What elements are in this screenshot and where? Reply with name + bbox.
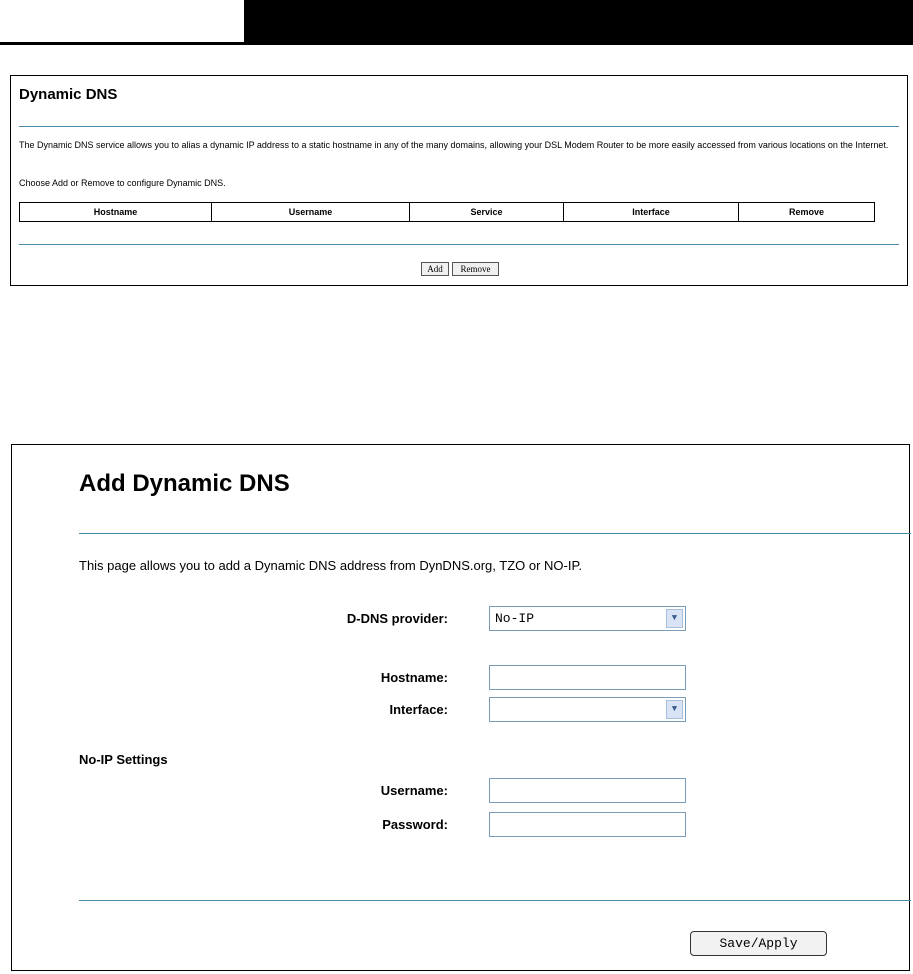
instruction-text: Choose Add or Remove to configure Dynamic DNS.: [19, 178, 226, 188]
page-title: Add Dynamic DNS: [79, 470, 290, 497]
page-header-rule: [0, 42, 913, 45]
page-title: Dynamic DNS: [19, 86, 118, 103]
description-text: The Dynamic DNS service allows you to alias a dynamic IP address to a static hostname in any of the many domains, allowing your DSL Modem Router to be more easily accessed from various locations on the Internet.: [19, 140, 889, 150]
column-header-service: Service: [410, 203, 564, 222]
save-apply-button[interactable]: Save/Apply: [690, 931, 827, 956]
remove-button[interactable]: Remove: [452, 262, 499, 276]
divider: [19, 126, 899, 127]
chevron-down-icon[interactable]: ▼: [666, 609, 683, 628]
hostname-input[interactable]: [489, 665, 686, 690]
username-label: Username:: [380, 783, 448, 798]
column-header-username: Username: [212, 203, 410, 222]
column-header-remove: Remove: [739, 203, 875, 222]
page-header-bar: [244, 0, 913, 42]
provider-select[interactable]: [489, 606, 686, 631]
table-header-row: [20, 203, 875, 222]
password-input[interactable]: [489, 812, 686, 837]
interface-label: Interface:: [389, 702, 448, 717]
chevron-down-icon[interactable]: ▼: [666, 700, 683, 719]
username-input[interactable]: [489, 778, 686, 803]
section-title: No-IP Settings: [79, 752, 168, 767]
interface-select[interactable]: [489, 697, 686, 722]
password-label: Password:: [382, 817, 448, 832]
column-header-interface: Interface: [564, 203, 739, 222]
provider-selected-value: No-IP: [495, 611, 535, 626]
hostname-label: Hostname:: [380, 670, 448, 685]
description-text: This page allows you to add a Dynamic DNS address from DynDNS.org, TZO or NO-IP.: [79, 558, 583, 573]
divider: [19, 244, 899, 245]
add-button[interactable]: Add: [421, 262, 449, 276]
divider: [79, 533, 911, 534]
divider: [79, 900, 911, 901]
ddns-table: [19, 202, 875, 222]
add-dynamic-dns-panel: [11, 444, 910, 971]
dynamic-dns-panel: [10, 75, 908, 286]
column-header-hostname: Hostname: [20, 203, 212, 222]
provider-label: D-DNS provider:: [346, 611, 448, 626]
